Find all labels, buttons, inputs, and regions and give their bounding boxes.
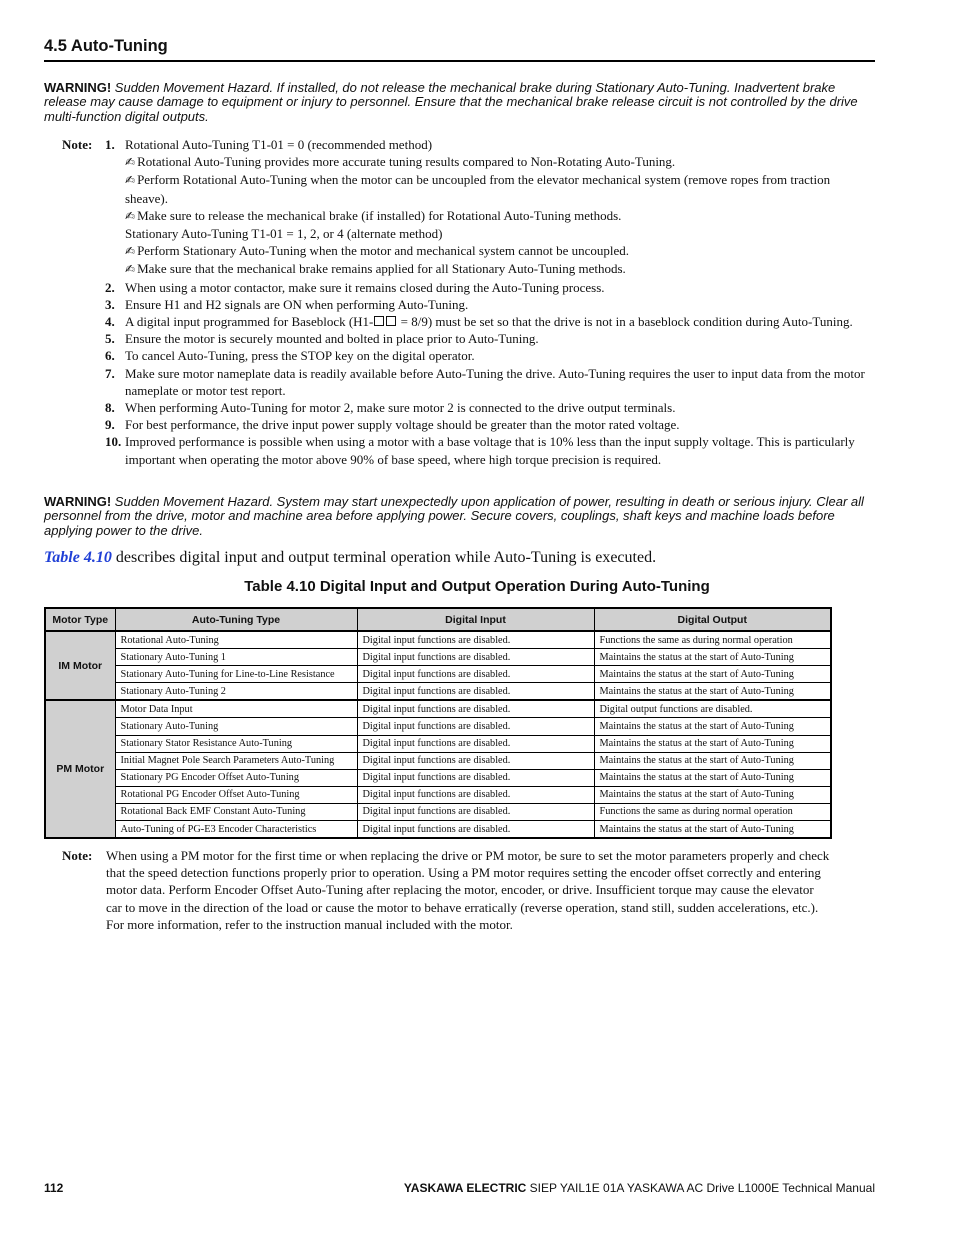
digital-output-cell: Maintains the status at the start of Auto-Tuning (594, 786, 831, 803)
note-number: 10. (105, 434, 122, 450)
tuning-type-cell: Stationary Auto-Tuning 2 (115, 683, 357, 701)
note-bullet: Rotational Auto-Tuning provides more accurate tuning results compared to Non-Rotating Auto-Tuning. (137, 154, 676, 170)
digital-input-cell: Digital input functions are disabled. (357, 803, 594, 820)
table-link[interactable]: Table 4.10 (44, 549, 112, 566)
digital-output-cell: Digital output functions are disabled. (594, 700, 831, 718)
table-row (45, 683, 831, 701)
digital-output-cell: Maintains the status at the start of Auto-Tuning (594, 735, 831, 752)
digital-output-cell: Maintains the status at the start of Auto-Tuning (594, 718, 831, 735)
table-row (45, 786, 831, 803)
header-auto-tuning-type: Auto-Tuning Type (115, 608, 357, 631)
table-row (45, 752, 831, 769)
table-row (45, 666, 831, 683)
note-item-10 (62, 433, 876, 467)
digital-input-cell: Digital input functions are disabled. (357, 649, 594, 666)
note-text (125, 313, 876, 330)
note-bullet: Perform Rotational Auto-Tuning when the motor can be uncoupled from the elevator mechanical system (remove ropes from traction sheave). (125, 172, 831, 206)
footer-manual: SIEP YAIL1E 01A YASKAWA AC Drive L1000E Technical Manual (526, 1181, 875, 1195)
page-number: 112 (44, 1181, 64, 1195)
tuning-type-cell: Stationary PG Encoder Offset Auto-Tuning (115, 769, 357, 786)
table-row (45, 735, 831, 752)
digital-input-cell: Digital input functions are disabled. (357, 786, 594, 803)
digital-output-cell: Maintains the status at the start of Auto-Tuning (594, 666, 831, 683)
pencil-icon: ✍ (125, 244, 136, 259)
table-row (45, 700, 831, 718)
box-icon (386, 316, 396, 326)
header-digital-input: Digital Input (357, 608, 594, 631)
warning-text: Sudden Movement Hazard. If installed, do not release the mechanical brake during Stationary Auto-Tuning. Inadvertent brake release may cause damage to equipment or injury to personnel. Ensure that the mechanical brake release circuit is not controlled by the drive multi-function digital outputs. (44, 80, 858, 124)
note-bullet: Make sure that the mechanical brake remains applied for all Stationary Auto-Tuning methods. (137, 261, 626, 277)
note-text: When using a PM motor for the first time or when replacing the drive or PM motor, be sure to set the motor parameters properly and check that the speed detection functions properly prior to operation. Using a PM motor requires setting the encoder offset correctly and entering motor data. Perform Encoder Offset Auto-Tuning after replacing the motor, encoder, or drive. Insufficient torque may cause the elevator car to move in the direction of the load or cause the motor to behave erratically (reverse operation, stand still, sudden accelerations, etc.). For more information, refer to the instruction manual included with the motor. (106, 848, 830, 932)
digital-input-cell: Digital input functions are disabled. (357, 752, 594, 769)
table-row (45, 649, 831, 666)
pm-motor-note (62, 847, 832, 933)
tuning-type-cell: Rotational Back EMF Constant Auto-Tuning (115, 803, 357, 820)
digital-output-cell: Maintains the status at the start of Auto-Tuning (594, 769, 831, 786)
note-number: 7. (105, 365, 115, 381)
footer-brand: YASKAWA ELECTRIC (403, 1181, 527, 1195)
pencil-icon: ✍ (125, 155, 136, 170)
note-text: When using a motor contactor, make sure it remains closed during the Auto-Tuning process. (125, 279, 605, 295)
tuning-type-cell: Stationary Stator Resistance Auto-Tuning (115, 735, 357, 752)
note-number: 3. (105, 296, 115, 312)
motor-type-cell: PM Motor (45, 700, 115, 838)
footer-doc-title (404, 1181, 875, 1195)
tuning-type-cell: Rotational PG Encoder Offset Auto-Tuning (115, 786, 357, 803)
table-row (45, 631, 831, 649)
warning-label: WARNING! (44, 80, 112, 95)
digital-io-table (44, 607, 832, 839)
digital-input-cell: Digital input functions are disabled. (357, 700, 594, 718)
table-row (45, 821, 831, 839)
motor-type-cell: IM Motor (45, 631, 115, 700)
note-item-8 (62, 399, 876, 416)
table-header-row (45, 608, 831, 631)
note-text: When performing Auto-Tuning for motor 2, make sure motor 2 is connected to the drive output terminals. (125, 400, 676, 416)
tuning-type-cell: Rotational Auto-Tuning (115, 631, 357, 649)
section-title: 4.5 Auto-Tuning (44, 37, 168, 55)
digital-input-cell: Digital input functions are disabled. (357, 769, 594, 786)
warning-text: Sudden Movement Hazard. System may start unexpectedly upon application of power, resulting in death or serious injury. Clear all personnel from the drive, motor and machine area before applying power. Secure covers, couplings, shaft keys and machine loads before applying power to the drive. (44, 494, 864, 538)
table-row (45, 769, 831, 786)
note-bullet: Perform Stationary Auto-Tuning when the motor and mechanical system cannot be uncoupled. (137, 243, 630, 259)
note-number: 6. (105, 348, 115, 364)
table-intro (44, 549, 656, 567)
digital-output-cell: Maintains the status at the start of Auto-Tuning (594, 821, 831, 839)
note-item-2 (62, 279, 876, 296)
note-text-part: A digital input programmed for Baseblock (H1- (125, 314, 374, 330)
note-item-1 (62, 136, 876, 279)
tuning-type-cell: Motor Data Input (115, 700, 357, 718)
digital-input-cell: Digital input functions are disabled. (357, 821, 594, 839)
note-text: To cancel Auto-Tuning, press the STOP key on the digital operator. (125, 348, 475, 364)
note-number: 8. (105, 400, 115, 416)
digital-output-cell: Maintains the status at the start of Auto-Tuning (594, 649, 831, 666)
tuning-type-cell: Stationary Auto-Tuning for Line-to-Line Resistance (115, 666, 357, 683)
note-item-7 (62, 365, 876, 399)
table-row (45, 718, 831, 735)
note-text: Ensure the motor is securely mounted and bolted in place prior to Auto-Tuning. (125, 331, 539, 347)
table-caption: Table 4.10 Digital Input and Output Operation During Auto-Tuning (244, 578, 710, 595)
note-number: 5. (105, 331, 115, 347)
warning-sudden-movement-brake (44, 81, 876, 124)
note-label: Note: (62, 848, 93, 863)
tuning-type-cell: Stationary Auto-Tuning 1 (115, 649, 357, 666)
tuning-type-cell: Initial Magnet Pole Search Parameters Auto-Tuning (115, 752, 357, 769)
digital-output-cell: Maintains the status at the start of Auto-Tuning (594, 683, 831, 701)
note-text-part: = 8/9) must be set so that the drive is not in a baseblock condition during Auto-Tuning. (397, 314, 853, 330)
header-digital-output: Digital Output (594, 608, 831, 631)
note-label: Note: (62, 137, 93, 152)
note-subheading: Rotational Auto-Tuning T1-01 = 0 (recommended method) (125, 137, 433, 152)
pencil-icon: ✍ (125, 173, 136, 188)
note-item-6 (62, 347, 876, 364)
note-text: Ensure H1 and H2 signals are ON when performing Auto-Tuning. (125, 296, 469, 312)
intro-text: describes digital input and output terminal operation while Auto-Tuning is executed. (111, 549, 657, 566)
digital-output-cell: Maintains the status at the start of Auto-Tuning (594, 752, 831, 769)
note-number: 4. (105, 314, 115, 330)
note-item-5 (62, 330, 876, 347)
table-row (45, 803, 831, 820)
digital-input-cell: Digital input functions are disabled. (357, 631, 594, 649)
pencil-icon: ✍ (125, 208, 136, 223)
warning-label: WARNING! (44, 494, 112, 509)
header-rule (44, 60, 875, 62)
pencil-icon: ✍ (125, 262, 136, 277)
digital-input-cell: Digital input functions are disabled. (357, 666, 594, 683)
digital-input-cell: Digital input functions are disabled. (357, 683, 594, 701)
digital-output-cell: Functions the same as during normal operation (594, 631, 831, 649)
header-motor-type: Motor Type (45, 608, 115, 631)
box-icon (374, 316, 384, 326)
note-bullet: Make sure to release the mechanical brake (if installed) for Rotational Auto-Tuning methods. (137, 207, 622, 223)
tuning-type-cell: Stationary Auto-Tuning (115, 718, 357, 735)
note-item-4 (62, 313, 876, 330)
note-number: 2. (105, 279, 115, 295)
note-number: 1. (105, 137, 115, 152)
digital-output-cell: Functions the same as during normal operation (594, 803, 831, 820)
note-item-3 (62, 296, 876, 313)
digital-input-cell: Digital input functions are disabled. (357, 718, 594, 735)
note-text: Make sure motor nameplate data is readily available before Auto-Tuning the drive. Auto-Tuning requires the user to input data from the motor nameplate or motor test report. (125, 365, 865, 398)
note-number: 9. (105, 417, 115, 433)
note-text: For best performance, the drive input power supply voltage should be greater than the motor rated voltage. (125, 417, 680, 433)
digital-input-cell: Digital input functions are disabled. (357, 735, 594, 752)
tuning-type-cell: Auto-Tuning of PG-E3 Encoder Characteristics (115, 821, 357, 839)
note-subheading: Stationary Auto-Tuning T1-01 = 1, 2, or 4 (alternate method) (125, 226, 443, 242)
note-item-9 (62, 416, 876, 433)
warning-sudden-movement-power (44, 495, 876, 538)
note-text: Improved performance is possible when using a motor with a base voltage that is 10% less than the input supply voltage. This is particularly important when operating the motor above 90% of base speed, where high torque precision is required. (125, 434, 855, 467)
notes-list (62, 136, 876, 468)
